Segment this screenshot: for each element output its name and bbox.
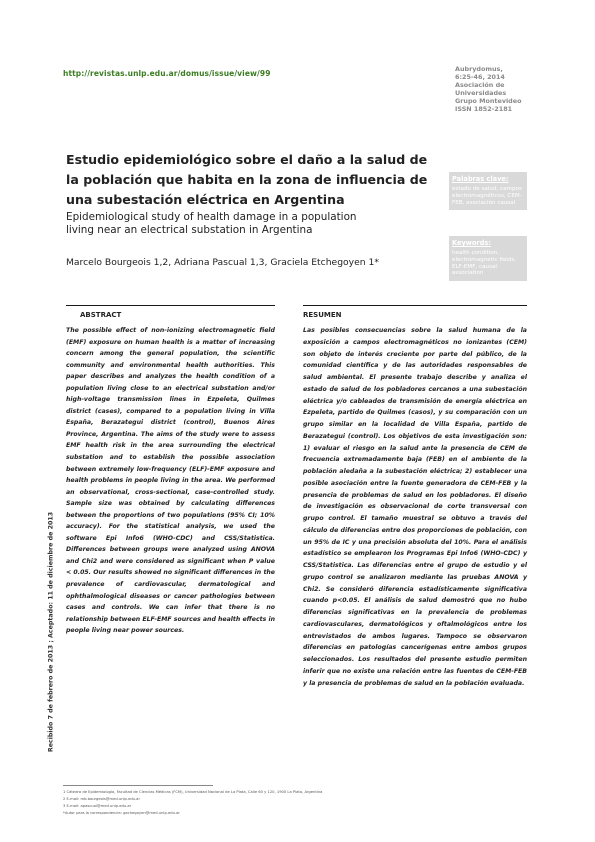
footnote: *Autor para la correspondencia: gachegoyen@med.unlp.edu.ar [63, 811, 180, 815]
footnote-divider [63, 785, 213, 786]
journal-info [455, 66, 565, 113]
journal-url[interactable]: http://revistas.unlp.edu.ar/domus/issue/view/99 [63, 69, 271, 78]
keywords-spanish-heading: Palabras clave: [452, 175, 509, 183]
footnote: 2 E-mail: mb.bourgeois@med.unlp.edu.ar [63, 797, 140, 801]
keywords-spanish-terms: estado de salud, campos electromagnéticos, CEM-FEB, asociación causal [452, 186, 522, 206]
journal-line: Aubrydomus, [455, 65, 503, 73]
keywords-english-box [449, 236, 527, 281]
journal-line: Universidades [455, 88, 507, 97]
resumen-divider [303, 305, 527, 306]
abstract-divider [66, 305, 275, 306]
journal-line: 6:25-46, 2014 [455, 72, 505, 81]
journal-line: Asociación de [455, 80, 505, 89]
keywords-english-terms: health condition, electromagnetic fields, ELF-EMF, causal association [452, 250, 517, 277]
keywords-spanish-box [449, 172, 527, 210]
received-accepted-text: Recibido 7 de febrero de 2013 ; Aceptado: 11 de diciembre de 2013 [47, 511, 55, 753]
journal-line: ISSN 1852-2181 [455, 104, 513, 113]
author-list: Marcelo Bourgeois 1,2, Adriana Pascual 1,3, Graciela Etchegoyen 1* [66, 257, 379, 268]
journal-line: Grupo Montevideo [455, 96, 522, 105]
abstract-heading: ABSTRACT [80, 311, 122, 319]
resumen-heading: RESUMEN [303, 311, 342, 319]
title-english: Epidemiological study of health damage in a population living near an electrical substation in Argentina [66, 211, 357, 236]
abstract-body: The possible effect of non-ionizing electromagnetic field (EMF) exposure on human health is a matter of increasing concern among the general population, the scientific community and environmental health authorities. This paper describes and analyzes the health condition of a population living close to an electrical substation and/or high-voltage transmission lines in Ezpeleta, Quilmes district (cases), compared to a population living in Villa España, Berazategui district (control), Buenos Aires Province, Argentina. The aims of the study were to assess EMF health risk in the area surrounding the electrical substation and to establish the possible association between extremely low-frequency (ELF)-EMF exposure and health problems in people living in the area. We performed an observational, cross-sectional, case-controlled study. Sample size was obtained by calculating differences between the proportions of two populations (95% CI; 10% accuracy). For the statistical analysis, we used the software Epi Info6 (WHO-CDC) and CSS/Statistica. Differences between groups were analyzed using ANOVA and Chi2 and were considered as significant when P value < 0.05. Our results showed no significant differences in the prevalence of cardiovascular, dermatological and ophthalmological diseases or cancer pathologies between cases and controls. We can infer that there is no relationship between ELF-EMF sources and health effects in people living near power sources. [66, 327, 275, 635]
title-spanish: Estudio epidemiológico sobre el daño a la salud de la población que habita en la zona de influencia de una subestación eléctrica en Argentina [66, 152, 428, 207]
footnote: 1 Cátedra de Epidemiología, Facultad de Ciencias Médicas (FCM), Universidad Nacional de La Plata, Calle 60 y 120, 1900 La Plata, Argentina [63, 790, 323, 794]
received-accepted-note [44, 507, 58, 757]
resumen-body: Las posibles consecuencias sobre la salud humana de la exposición a campos electromagnéticos no ionizantes (CEM) son objeto de interés creciente por parte del público, de la comunidad científica y de las autoridades responsables de salud ambiental. El presente trabajo describe y analiza el estado de salud de los pobladores cercanos a una subestación eléctrica y/o cableados de transmisión de energía eléctrica en Ezpeleta, partido de Quilmes (casos), y su comparación con un grupo similar en la localidad de Villa España, partido de Berazategui (control). Los objetivos de esta investigación son: 1) evaluar el riesgo en la salud ante la presencia de CEM de frecuencia extremadamente baja (FEB) en el ambiente de la población aledaña a la subestación eléctrica; 2) establecer una posible asociación entre la fuente generadora de CEM-FEB y la presencia de problemas de salud en los pobladores. El diseño de investigación es observacional de corte transversal con grupo control. El tamaño muestral se obtuvo a través del cálculo de diferencias entre dos proporciones de población, con un 95% de IC y una precisión absoluta del 10%. Para el análisis estadístico se emplearon los Programas Epi Info6 (WHO-CDC) y CSS/Statistica. Las diferencias entre el grupo de estudio y el grupo control se analizaron mediante las pruebas ANOVA y Chi2. Se consideró diferencia estadísticamente significativa cuando p<0.05. El análisis de salud demostró que no hubo diferencias significativas en la prevalencia de problemas cardiovasculares, dermatológicos y oftalmológicos entre los entrevistados de ambos lugares. Tampoco se observaron diferencias en patologías cancerígenas entre ambos grupos seleccionados. Los resultados del presente estudio permiten inferir que no existe una relación entre las fuentes de CEM-FEB y la presencia de problemas de salud en la población evaluada. [303, 327, 527, 687]
footnote: 3 E-mail: apascual@med.unlp.edu.ar [63, 804, 132, 808]
keywords-english-heading: Keywords: [452, 239, 491, 247]
